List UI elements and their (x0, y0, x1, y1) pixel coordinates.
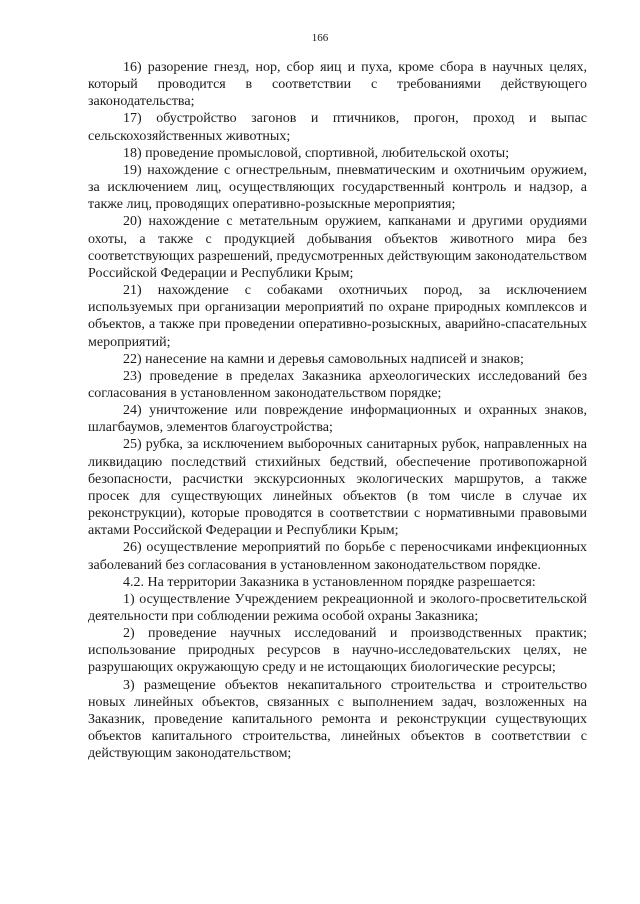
paragraph-item-26: 26) осуществление мероприятий по борьбе с переносчиками инфекционных заболеваний без согласования в установленном законодательством порядке. (88, 540, 587, 573)
permitted-item-3: 3) размещение объектов некапитального строительства и строительство новых линейных объектов, связанных с выполнением задач, возложенных на Заказник, проведение капитального ремонта и реконструкции существующих объектов капитального строительства, линейных объектов в соответствии с действующим законодательством; (88, 677, 587, 762)
paragraph-item-21: 21) нахождение с собаками охотничьих пород, за исключением используемых при организации мероприятий по охране природных комплексов и объектов, а также при проведении оперативно-розыскных, аварийно-спасательных мероприятий; (88, 283, 587, 350)
section-heading-4-2: 4.2. На территории Заказника в установленном порядке разрешается: (123, 574, 536, 590)
paragraph-item-16: 16) разорение гнезд, нор, сбор яиц и пуха, кроме сбора в научных целях, который проводится в соответствии с требованиями действующего законодательства; (88, 60, 587, 110)
paragraph-item-20: 20) нахождение с метательным оружием, капканами и другими орудиями охоты, а также с продукцией добывания объектов животного мира без соответствующих разрешений, предусмотренных действующим законодательством Российской Федерации и Республики Крым; (88, 214, 587, 281)
paragraph-item-17: 17) обустройство загонов и птичников, прогон, проход и выпас сельскохозяйственных животных; (88, 111, 587, 144)
paragraph-item-23: 23) проведение в пределах Заказника археологических исследований без согласования в установленном законодательством порядке; (88, 368, 587, 401)
page-number: 166 (311, 32, 329, 44)
permitted-item-2: 2) проведение научных исследований и производственных практик; использование природных ресурсов в научно-исследовательских целях, не разрушающих окружающую среду и не истощающих биологические ресурсы; (88, 626, 587, 676)
paragraph-item-25: 25) рубка, за исключением выборочных санитарных рубок, направленных на ликвидацию последствий стихийных бедствий, обеспечение противопожарной безопасности, расчистки экскурсионных экологических маршрутов, а также просек для существующих линейных объектов (в том числе в случае их реконструкции), которые проводятся в соответствии с нормативными правовыми актами Российской Федерации и Республики Крым; (88, 437, 587, 539)
document-body (88, 59, 587, 762)
paragraph-item-18: 18) проведение промысловой, спортивной, любительской охоты; (123, 145, 510, 161)
paragraph-item-19: 19) нахождение с огнестрельным, пневматическим и охотничьим оружием, за исключением лиц, осуществляющих государственный контроль и надзор, а также лиц, проводящих оперативно-розыскные мероприятия; (88, 162, 587, 213)
paragraph-item-22: 22) нанесение на камни и деревья самовольных надписей и знаков; (123, 351, 524, 367)
permitted-item-1: 1) осуществление Учреждением рекреационной и эколого-просветительской деятельности при соблюдении режима особой охраны Заказника; (88, 591, 587, 624)
paragraph-item-24: 24) уничтожение или повреждение информационных и охранных знаков, шлагбаумов, элементов благоустройства; (88, 403, 587, 436)
